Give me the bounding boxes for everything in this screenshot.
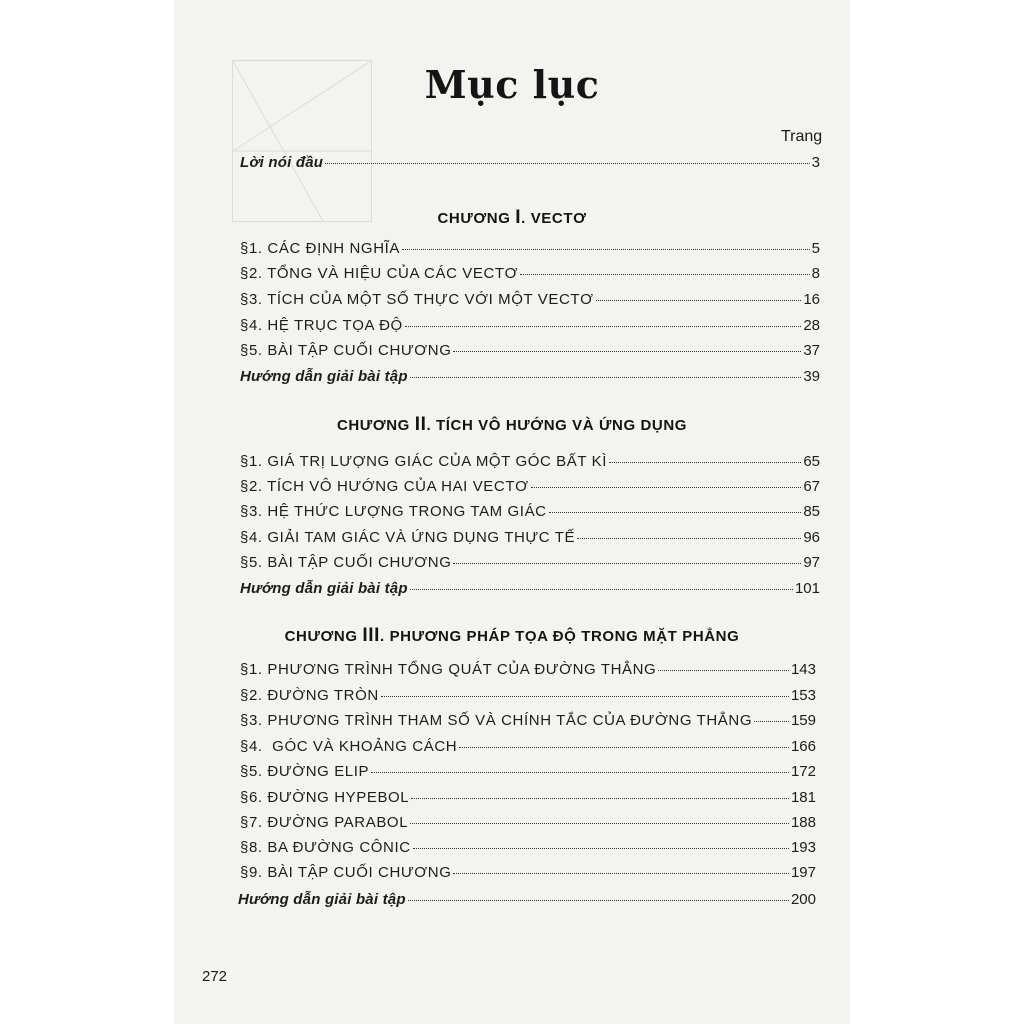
toc-entry[interactable] — [240, 240, 820, 262]
toc-entry-page: 193 — [790, 839, 816, 856]
toc-entry-label: §4. HỆ TRỤC TỌA ĐỘ — [240, 317, 403, 334]
toc-entry-label: §4. GÓC VÀ KHOẢNG CÁCH — [240, 738, 458, 755]
toc-entry[interactable] — [240, 554, 820, 576]
toc-entry-page: 197 — [790, 864, 816, 881]
dot-leader — [453, 351, 801, 352]
toc-entry[interactable] — [240, 529, 820, 551]
dot-leader — [596, 300, 802, 301]
toc-entry-label: §7. ĐƯỜNG PARABOL — [240, 814, 409, 831]
toc-entry-page: 159 — [790, 712, 816, 729]
dot-leader — [408, 900, 789, 901]
dot-leader — [754, 721, 789, 722]
dot-leader — [453, 563, 801, 564]
toc-entry-label: Hướng dẫn giải bài tập — [240, 368, 408, 385]
page-column-label: Trang — [781, 128, 823, 145]
toc-entry[interactable] — [240, 738, 816, 760]
toc-entry-label: §3. TÍCH CỦA MỘT SỐ THỰC VỚI MỘT VECTƠ — [240, 291, 594, 308]
toc-entry-page: 153 — [790, 687, 816, 704]
dot-leader — [413, 848, 789, 849]
chapter-title: . PHƯƠNG PHÁP TỌA ĐỘ TRONG MẶT PHẲNG — [380, 628, 740, 645]
dot-leader — [577, 538, 801, 539]
toc-entry-page: 97 — [803, 554, 820, 571]
toc-entry[interactable] — [240, 687, 816, 709]
toc-entry[interactable] — [240, 864, 816, 886]
toc-entry[interactable] — [240, 839, 816, 861]
toc-entry-page: 188 — [790, 814, 816, 831]
toc-entry-page: 65 — [803, 453, 820, 470]
toc-entry-label: §2. TỔNG VÀ HIỆU CỦA CÁC VECTƠ — [240, 265, 519, 282]
toc-entry-label: §9. BÀI TẬP CUỐI CHƯƠNG — [240, 864, 452, 881]
toc-entry-guide[interactable] — [240, 368, 820, 390]
toc-entry-preface[interactable] — [240, 154, 820, 176]
dot-leader — [410, 589, 793, 590]
dot-leader — [411, 798, 789, 799]
toc-entry-page: 39 — [803, 368, 820, 385]
toc-entry-page: 8 — [811, 265, 820, 282]
dot-leader — [381, 696, 789, 697]
toc-entry[interactable] — [240, 814, 816, 836]
dot-leader — [402, 249, 810, 250]
toc-entry-page: 37 — [803, 342, 820, 359]
chapter-heading-1[interactable] — [0, 207, 1024, 229]
toc-entry[interactable] — [240, 763, 816, 785]
toc-entry-label: §6. ĐƯỜNG HYPEBOL — [240, 789, 410, 806]
toc-entry[interactable] — [240, 712, 816, 734]
dot-leader — [459, 747, 789, 748]
chapter-number: III — [362, 625, 381, 646]
dot-leader — [405, 326, 802, 327]
toc-entry-guide[interactable] — [238, 891, 816, 913]
dot-leader — [410, 823, 789, 824]
chapter-heading-2[interactable] — [0, 414, 1024, 436]
toc-entry-page: 5 — [811, 240, 820, 257]
chapter-prefix: CHƯƠNG — [437, 210, 516, 227]
toc-entry-page: 96 — [803, 529, 820, 546]
dot-leader — [371, 772, 789, 773]
page-title: Mục lục — [424, 62, 600, 107]
toc-entry-page: 172 — [790, 763, 816, 780]
toc-entry-page: 85 — [803, 503, 820, 520]
toc-entry-label: §2. TÍCH VÔ HƯỚNG CỦA HAI VECTƠ — [240, 478, 529, 495]
toc-entry-label: §1. GIÁ TRỊ LƯỢNG GIÁC CỦA MỘT GÓC BẤT KÌ — [240, 453, 608, 470]
toc-entry-label: §5. ĐƯỜNG ELIP — [240, 763, 370, 780]
toc-entry[interactable] — [240, 291, 820, 313]
toc-entry-label: Hướng dẫn giải bài tập — [240, 580, 408, 597]
dot-leader — [325, 163, 810, 164]
toc-entry-guide[interactable] — [240, 580, 820, 602]
toc-entry[interactable] — [240, 503, 820, 525]
chapter-heading-3[interactable] — [0, 625, 1024, 647]
toc-entry-page: 3 — [811, 154, 820, 171]
toc-entry-page: 143 — [790, 661, 816, 678]
toc-entry-page: 166 — [790, 738, 816, 755]
toc-entry-label: §1. PHƯƠNG TRÌNH TỔNG QUÁT CỦA ĐƯỜNG THẲNG — [240, 661, 657, 678]
dot-leader — [520, 274, 810, 275]
chapter-title: . VECTƠ — [521, 210, 587, 227]
toc-entry[interactable] — [240, 342, 820, 364]
toc-entry-label: §5. BÀI TẬP CUỐI CHƯƠNG — [240, 342, 452, 359]
toc-entry-label: Lời nói đầu — [240, 154, 324, 171]
toc-entry-label: §3. PHƯƠNG TRÌNH THAM SỐ VÀ CHÍNH TẮC CỦA ĐƯỜNG THẲNG — [240, 712, 753, 729]
chapter-prefix: CHƯƠNG — [284, 628, 363, 645]
toc-entry-page: 200 — [790, 891, 816, 908]
toc-entry-page: 101 — [794, 580, 820, 597]
toc-entry[interactable] — [240, 478, 820, 500]
dot-leader — [453, 873, 789, 874]
chapter-number: I — [515, 207, 522, 228]
page-number: 272 — [202, 968, 228, 985]
toc-entry-label: §2. ĐƯỜNG TRÒN — [240, 687, 379, 704]
toc-entry[interactable] — [240, 265, 820, 287]
toc-entry-label: §3. HỆ THỨC LƯỢNG TRONG TAM GIÁC — [240, 503, 547, 520]
chapter-title: . TÍCH VÔ HƯỚNG VÀ ỨNG DỤNG — [426, 417, 688, 434]
toc-entry-label: §8. BA ĐƯỜNG CÔNIC — [240, 839, 411, 856]
toc-entry-page: 16 — [803, 291, 820, 308]
toc-entry-page: 181 — [790, 789, 816, 806]
toc-entry[interactable] — [240, 317, 820, 339]
toc-entry-label: Hướng dẫn giải bài tập — [238, 891, 406, 908]
dot-leader — [549, 512, 802, 513]
dot-leader — [658, 670, 789, 671]
chapter-number: II — [414, 414, 427, 435]
dot-leader — [609, 462, 801, 463]
chapter-prefix: CHƯƠNG — [336, 417, 415, 434]
toc-entry-page: 28 — [803, 317, 820, 334]
dot-leader — [410, 377, 802, 378]
toc-entry-label: §1. CÁC ĐỊNH NGHĨA — [240, 240, 400, 257]
toc-entry[interactable] — [240, 453, 820, 475]
toc-entry[interactable] — [240, 789, 816, 811]
toc-entry-page: 67 — [803, 478, 820, 495]
toc-entry-label: §4. GIẢI TAM GIÁC VÀ ỨNG DỤNG THỰC TẾ — [240, 529, 576, 546]
toc-entry-label: §5. BÀI TẬP CUỐI CHƯƠNG — [240, 554, 452, 571]
dot-leader — [531, 487, 802, 488]
toc-entry[interactable] — [240, 661, 816, 683]
